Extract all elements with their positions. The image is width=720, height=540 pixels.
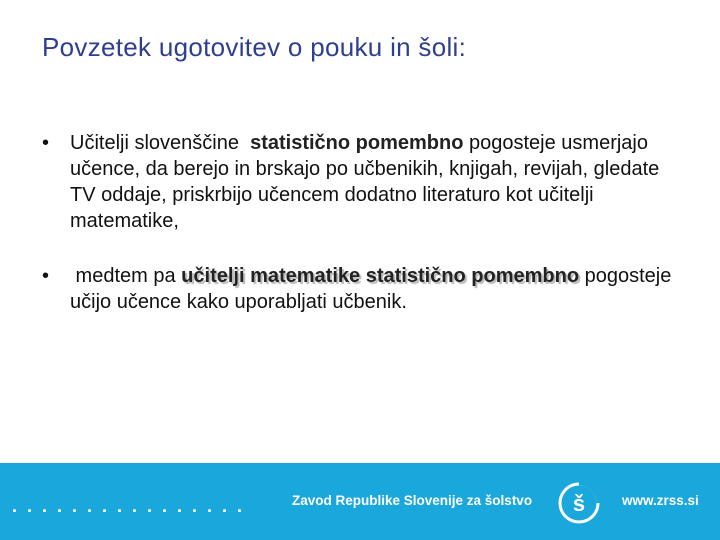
footer-bar [0,463,720,540]
bullet-text: Učitelji slovenščine [70,132,251,154]
bullet-text: pogosteje učijo učence kako uporabljati učbenik. [70,265,672,313]
bullet-item-1 [42,130,682,234]
bullet-item-2 [42,263,682,315]
bullet-list [42,130,682,315]
bullet-marker: • [42,265,50,287]
logo-letter: š [572,491,586,516]
bullet-emphasis: statistično pomembno [250,132,464,154]
bullet-emphasis: učitelji matematike statistično pomembno [181,265,580,287]
bullet-text: medtem pa [70,265,182,287]
slide-title: Povzetek ugotovitev o pouku in šoli: [42,32,467,62]
footer-dots: ................ [12,496,253,516]
website-url: www.zrss.si [622,493,699,508]
bullet-text: pogosteje usmerjajo učence, da berejo in brskajo po učbenikih, knjigah, revijah, gledate TV oddaje, priskrbijo učencem dodatno literaturo kot učitelji matematike, [70,132,660,232]
bullet-marker: • [42,132,50,154]
organization-name: Zavod Republike Slovenije za šolstvo [292,493,533,508]
zrss-logo-icon [556,480,602,526]
